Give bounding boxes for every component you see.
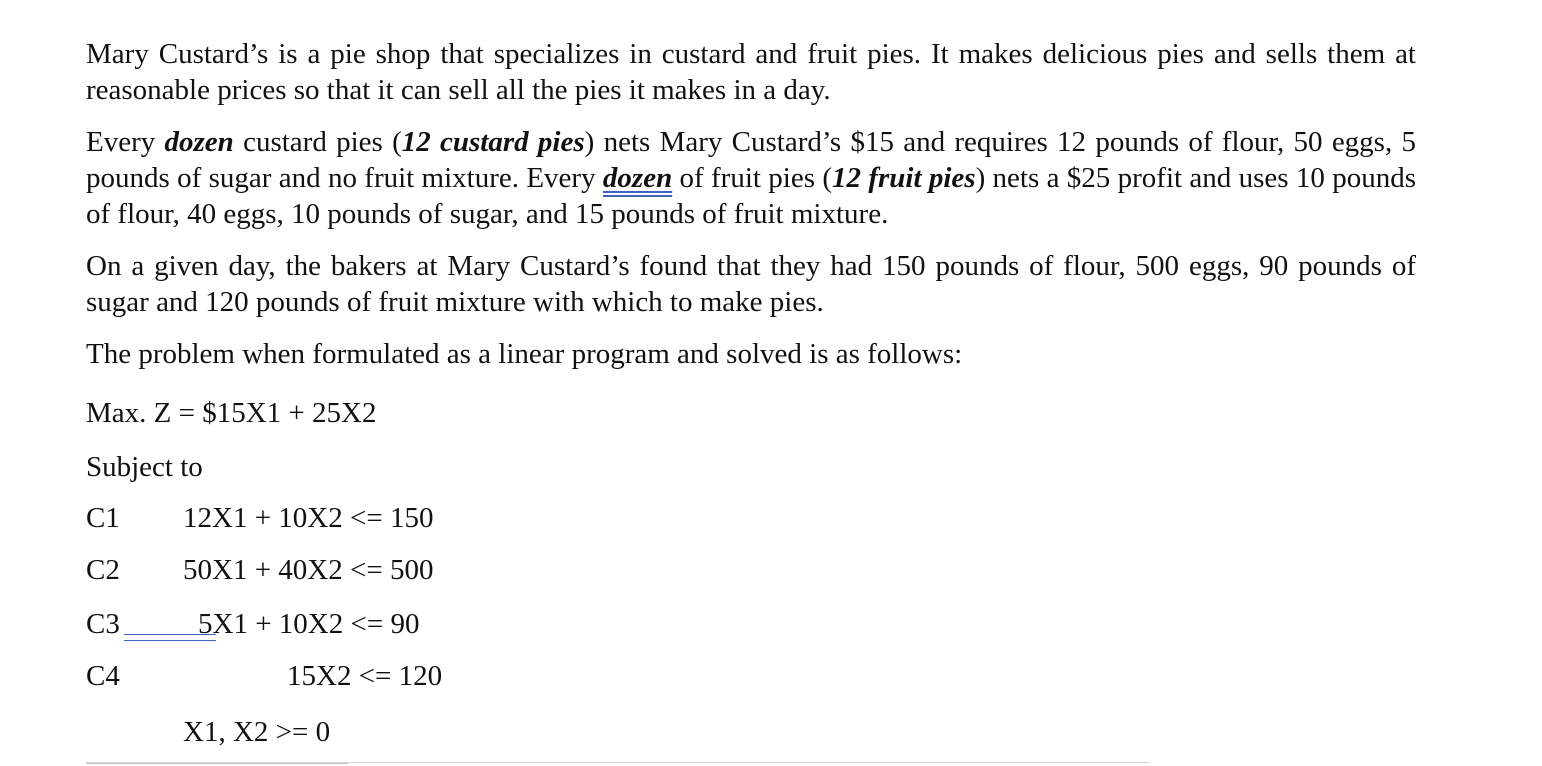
constraint-expression: 5X1 + 10X2 <= 90: [198, 608, 420, 640]
emphasis-12-fruit-pies: 12 fruit pies: [832, 162, 976, 194]
objective-function: Max. Z = $15X1 + 25X2: [86, 397, 377, 429]
subject-to-label: Subject to: [86, 451, 203, 483]
text-run: Every: [86, 126, 165, 158]
text-run: custard pies (: [233, 126, 402, 158]
emphasis-12-custard-pies: 12 custard pies: [401, 126, 585, 158]
constraint-label: C2: [86, 554, 120, 586]
pie-requirements-paragraph: [86, 124, 1416, 232]
constraint-expression: 12X1 + 10X2 <= 150: [183, 502, 434, 534]
text-run: of fruit pies (: [672, 162, 832, 194]
nonnegativity-constraint: X1, X2 >= 0: [183, 716, 331, 748]
ingredients-paragraph: On a given day, the bakers at Mary Custard’s found that they had 150 pounds of flour, 500 eggs, 90 pounds of sugar and 120 pounds of fruit mixture with which to make pies.: [86, 250, 1416, 318]
document-body: [86, 36, 1416, 372]
text-run: ) nets Mary Custard’s $15 and requires 12 pounds of flour, 50 eggs, 5 pounds of sugar and no fruit mixture. Every: [86, 126, 1416, 194]
grammar-check-underline[interactable]: [124, 634, 216, 641]
constraint-expression: 15X2 <= 120: [287, 660, 443, 692]
constraint-label: C3: [86, 608, 120, 640]
text-run: ) nets a $25 profit and uses 10 pounds of flour, 40 eggs, 10 pounds of sugar, and 15 pounds of fruit mixture.: [86, 162, 1416, 230]
intro-paragraph: Mary Custard’s is a pie shop that specializes in custard and fruit pies. It makes delicious pies and sells them at reasonable prices so that it can sell all the pies it makes in a day.: [86, 38, 1416, 106]
page-bottom-divider-accent: [86, 763, 348, 764]
constraint-expression: 50X1 + 40X2 <= 500: [183, 554, 434, 586]
constraint-label: C4: [86, 660, 120, 692]
dozen-spellcheck-word[interactable]: dozen: [602, 162, 673, 194]
constraint-label: C1: [86, 502, 120, 534]
formulation-intro-paragraph: The problem when formulated as a linear program and solved is as follows:: [86, 338, 963, 370]
emphasis-dozen: dozen: [164, 126, 234, 158]
